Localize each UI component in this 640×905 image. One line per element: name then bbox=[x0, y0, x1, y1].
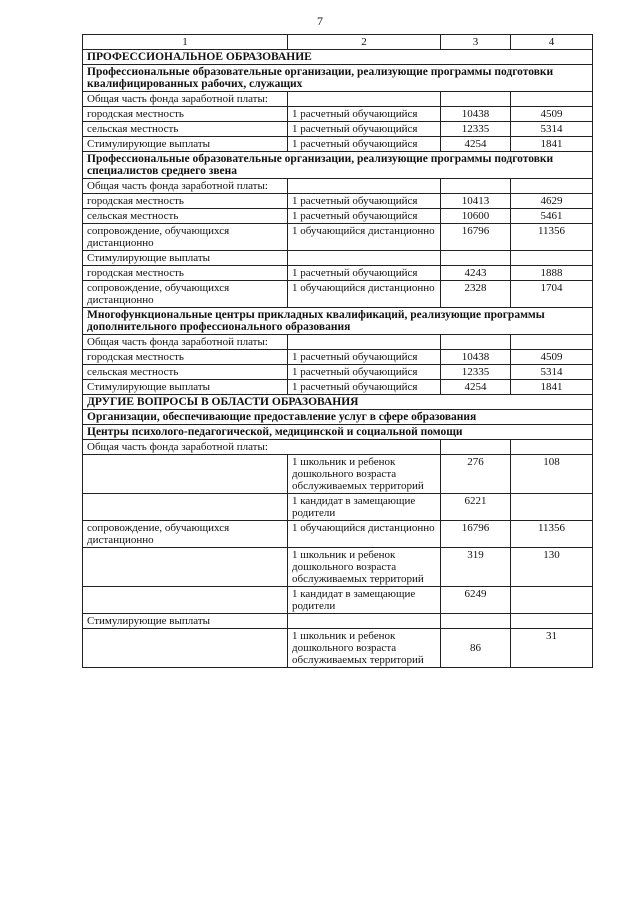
label-cell: Стимулирующие выплаты bbox=[83, 614, 288, 629]
section-heading: Организации, обеспечивающие предоставление услуг в сфере образования bbox=[83, 410, 593, 425]
table-row bbox=[83, 335, 593, 350]
value-cell: 1841 bbox=[511, 380, 593, 395]
value-cell: 5314 bbox=[511, 122, 593, 137]
label-cell: 1 расчетный обучающийся bbox=[288, 107, 441, 122]
section-heading: ПРОФЕССИОНАЛЬНОЕ ОБРАЗОВАНИЕ bbox=[83, 50, 593, 65]
label-cell: Общая часть фонда заработной платы: bbox=[83, 335, 288, 350]
label-cell: 1 кандидат в замещающие родители bbox=[288, 587, 441, 614]
label-cell: Общая часть фонда заработной платы: bbox=[83, 92, 288, 107]
label-cell: 1 обучающийся дистанционно bbox=[288, 224, 441, 251]
label-cell: сопровождение, обучающихся дистанционно bbox=[83, 521, 288, 548]
value-cell bbox=[441, 92, 511, 107]
value-cell: 11356 bbox=[511, 521, 593, 548]
value-cell: 11356 bbox=[511, 224, 593, 251]
section-heading: Профессиональные образовательные организации, реализующие программы подготовки специалистов среднего звена bbox=[83, 152, 593, 179]
label-cell bbox=[288, 179, 441, 194]
value-cell: 4629 bbox=[511, 194, 593, 209]
value-cell: 12335 bbox=[441, 122, 511, 137]
value-cell bbox=[511, 179, 593, 194]
value-cell bbox=[511, 614, 593, 629]
page-number: 7 bbox=[317, 14, 323, 28]
label-cell: 1 расчетный обучающийся bbox=[288, 380, 441, 395]
label-cell: Стимулирующие выплаты bbox=[83, 137, 288, 152]
label-cell: городская местность bbox=[83, 194, 288, 209]
value-cell: 4254 bbox=[441, 380, 511, 395]
value-cell: 10600 bbox=[441, 209, 511, 224]
value-cell bbox=[511, 494, 593, 521]
value-cell: 12335 bbox=[441, 365, 511, 380]
table-row bbox=[83, 521, 593, 548]
table-row bbox=[83, 122, 593, 137]
table-row bbox=[83, 209, 593, 224]
label-cell: городская местность bbox=[83, 350, 288, 365]
value-cell: 276 bbox=[441, 455, 511, 494]
value-cell: 4243 bbox=[441, 266, 511, 281]
table-row bbox=[83, 266, 593, 281]
value-cell: 6249 bbox=[441, 587, 511, 614]
value-cell: 5461 bbox=[511, 209, 593, 224]
label-cell bbox=[288, 614, 441, 629]
table-row bbox=[83, 137, 593, 152]
value-cell: 10413 bbox=[441, 194, 511, 209]
value-cell bbox=[441, 179, 511, 194]
table-row bbox=[83, 548, 593, 587]
section-heading-row bbox=[83, 152, 593, 179]
value-cell: 4254 bbox=[441, 137, 511, 152]
table-row bbox=[83, 614, 593, 629]
value-cell: 4509 bbox=[511, 107, 593, 122]
label-cell: сельская местность bbox=[83, 365, 288, 380]
table-row bbox=[83, 494, 593, 521]
label-cell bbox=[83, 455, 288, 494]
value-cell: 130 bbox=[511, 548, 593, 587]
label-cell: Стимулирующие выплаты bbox=[83, 251, 288, 266]
label-cell: 1 кандидат в замещающие родители bbox=[288, 494, 441, 521]
table-row bbox=[83, 455, 593, 494]
value-cell bbox=[511, 587, 593, 614]
value-cell: 10438 bbox=[441, 350, 511, 365]
label-cell bbox=[288, 251, 441, 266]
header-row bbox=[83, 35, 593, 50]
value-cell: 10438 bbox=[441, 107, 511, 122]
label-cell bbox=[288, 335, 441, 350]
section-heading: ДРУГИЕ ВОПРОСЫ В ОБЛАСТИ ОБРАЗОВАНИЯ bbox=[83, 395, 593, 410]
header-cell: 3 bbox=[441, 35, 511, 50]
label-cell: 1 расчетный обучающийся bbox=[288, 122, 441, 137]
value-cell bbox=[511, 251, 593, 266]
label-cell: 1 расчетный обучающийся bbox=[288, 350, 441, 365]
label-cell: Стимулирующие выплаты bbox=[83, 380, 288, 395]
value-cell bbox=[511, 92, 593, 107]
value-cell bbox=[511, 335, 593, 350]
label-cell: сопровождение, обучающихся дистанционно bbox=[83, 224, 288, 251]
label-cell bbox=[83, 587, 288, 614]
label-cell: 1 расчетный обучающийся bbox=[288, 365, 441, 380]
value-cell: 2328 bbox=[441, 281, 511, 308]
table-row bbox=[83, 107, 593, 122]
label-cell: сопровождение, обучающихся дистанционно bbox=[83, 281, 288, 308]
value-cell bbox=[511, 440, 593, 455]
budget-table bbox=[82, 34, 593, 668]
table-row bbox=[83, 92, 593, 107]
value-cell: 5314 bbox=[511, 365, 593, 380]
section-heading-row bbox=[83, 50, 593, 65]
value-cell: 16796 bbox=[441, 224, 511, 251]
value-cell: 319 bbox=[441, 548, 511, 587]
header-cell: 4 bbox=[511, 35, 593, 50]
table-row bbox=[83, 251, 593, 266]
table-row bbox=[83, 365, 593, 380]
label-cell bbox=[83, 494, 288, 521]
value-cell: 6221 bbox=[441, 494, 511, 521]
value-cell: 1888 bbox=[511, 266, 593, 281]
label-cell: 1 обучающийся дистанционно bbox=[288, 521, 441, 548]
table-row bbox=[83, 587, 593, 614]
label-cell: Общая часть фонда заработной платы: bbox=[83, 440, 441, 455]
label-cell: 1 расчетный обучающийся bbox=[288, 137, 441, 152]
label-cell bbox=[83, 548, 288, 587]
table-row bbox=[83, 380, 593, 395]
header-cell: 1 bbox=[83, 35, 288, 50]
label-cell bbox=[83, 629, 288, 668]
section-heading-row bbox=[83, 65, 593, 92]
table-body bbox=[83, 35, 593, 668]
label-cell: 1 расчетный обучающийся bbox=[288, 266, 441, 281]
label-cell: сельская местность bbox=[83, 209, 288, 224]
label-cell: городская местность bbox=[83, 107, 288, 122]
value-cell: 86 bbox=[441, 629, 511, 668]
label-cell: сельская местность bbox=[83, 122, 288, 137]
value-cell bbox=[441, 440, 511, 455]
section-heading-row bbox=[83, 395, 593, 410]
table-row bbox=[83, 350, 593, 365]
section-heading-row bbox=[83, 308, 593, 335]
label-cell: 1 школьник и ребенок дошкольного возраста обслуживаемых территорий bbox=[288, 548, 441, 587]
label-cell bbox=[288, 92, 441, 107]
header-cell: 2 bbox=[288, 35, 441, 50]
label-cell: 1 расчетный обучающийся bbox=[288, 194, 441, 209]
section-heading-row bbox=[83, 410, 593, 425]
value-cell bbox=[441, 335, 511, 350]
label-cell: 1 школьник и ребенок дошкольного возраста обслуживаемых территорий bbox=[288, 455, 441, 494]
value-cell: 31 bbox=[511, 629, 593, 668]
label-cell: 1 обучающийся дистанционно bbox=[288, 281, 441, 308]
section-heading: Центры психолого-педагогической, медицинской и социальной помощи bbox=[83, 425, 593, 440]
label-cell: 1 школьник и ребенок дошкольного возраста обслуживаемых территорий bbox=[288, 629, 441, 668]
table-row bbox=[83, 179, 593, 194]
table-row bbox=[83, 224, 593, 251]
value-cell bbox=[441, 614, 511, 629]
value-cell: 4509 bbox=[511, 350, 593, 365]
value-cell: 1841 bbox=[511, 137, 593, 152]
label-cell: Общая часть фонда заработной платы: bbox=[83, 179, 288, 194]
value-cell bbox=[441, 251, 511, 266]
label-cell: городская местность bbox=[83, 266, 288, 281]
table-row bbox=[83, 281, 593, 308]
table-row bbox=[83, 440, 593, 455]
table-row bbox=[83, 194, 593, 209]
value-cell: 1704 bbox=[511, 281, 593, 308]
value-cell: 108 bbox=[511, 455, 593, 494]
section-heading-row bbox=[83, 425, 593, 440]
label-cell: 1 расчетный обучающийся bbox=[288, 209, 441, 224]
table-row bbox=[83, 629, 593, 668]
section-heading: Профессиональные образовательные организации, реализующие программы подготовки квалифицированных рабочих, служащих bbox=[83, 65, 593, 92]
section-heading: Многофункциональные центры прикладных квалификаций, реализующие программы дополнительного профессионального образования bbox=[83, 308, 593, 335]
value-cell: 16796 bbox=[441, 521, 511, 548]
